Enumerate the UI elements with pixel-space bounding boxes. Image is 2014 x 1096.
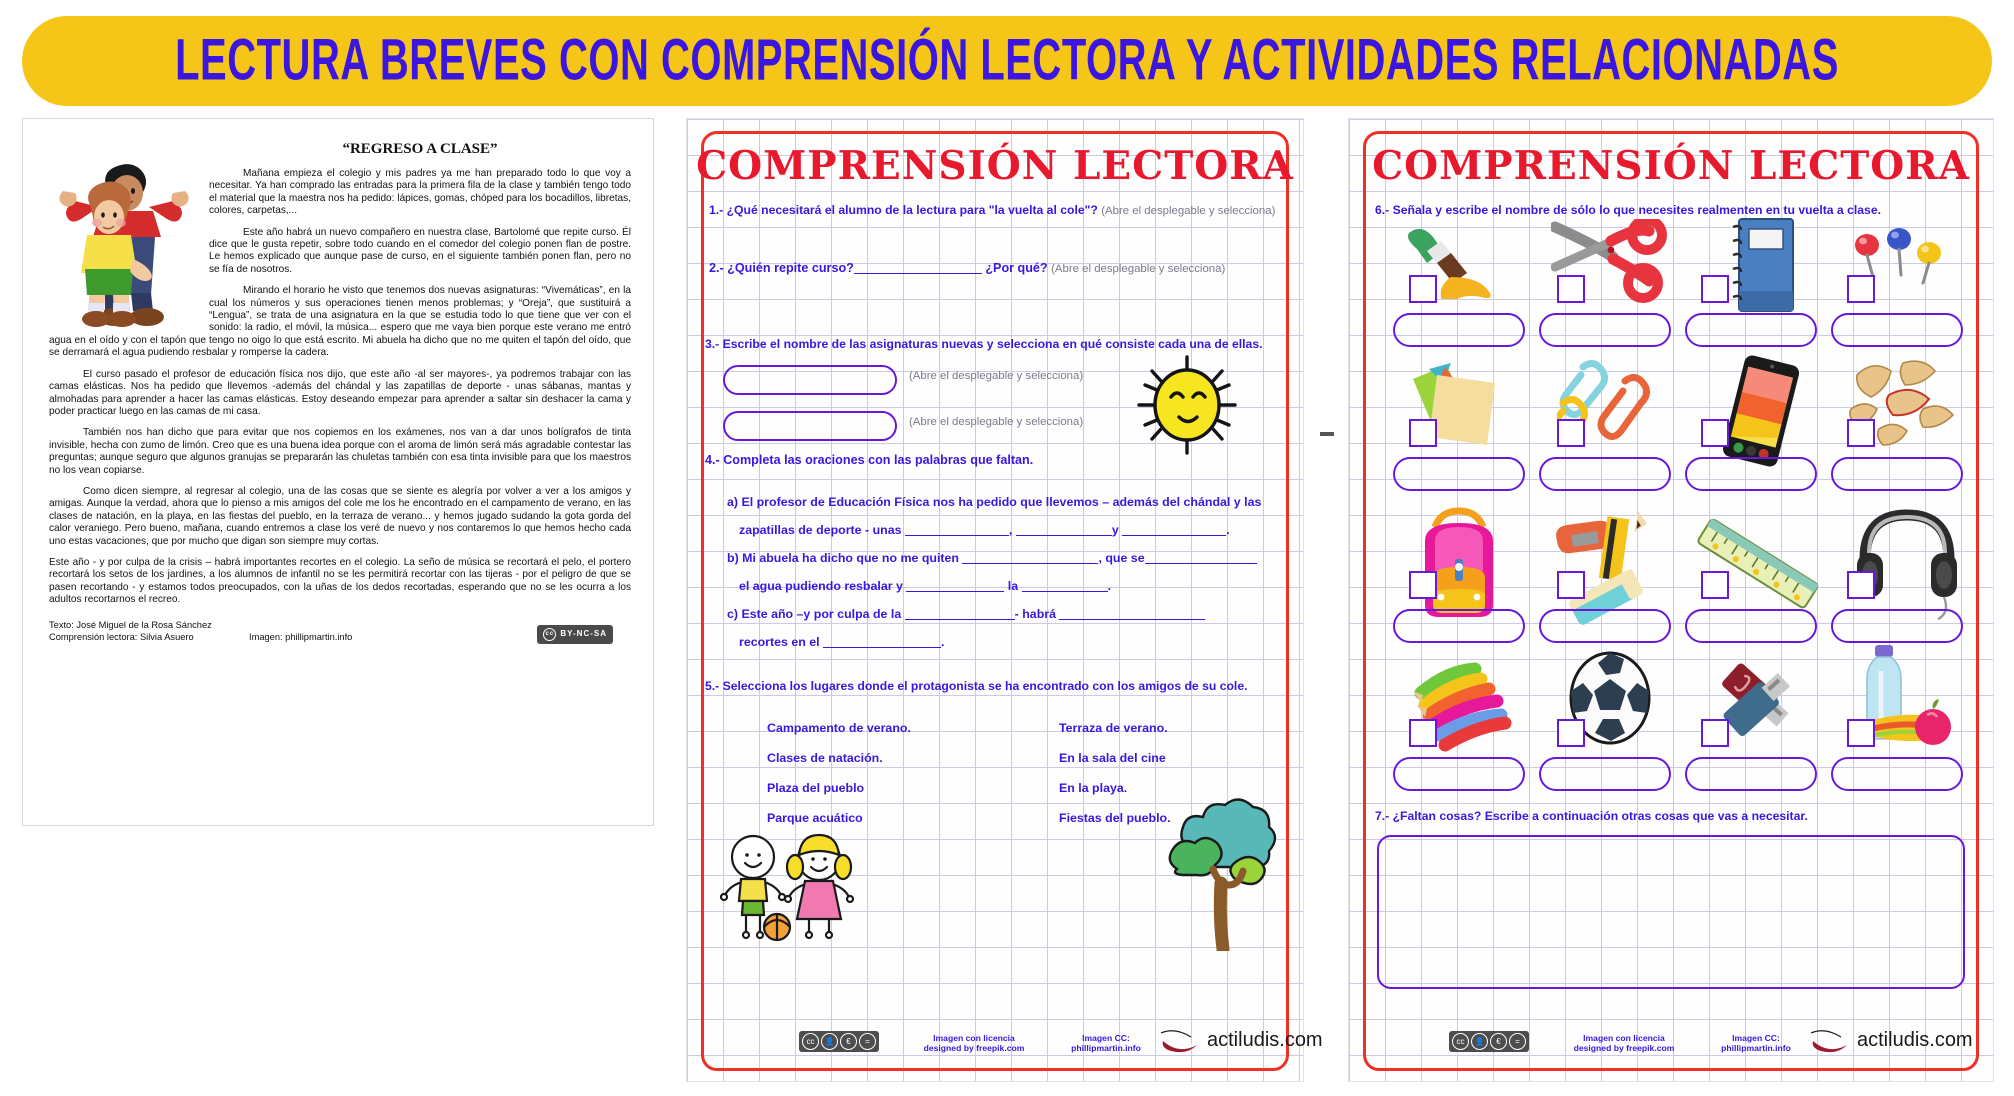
item-name-input[interactable] <box>1393 313 1525 347</box>
cc-icon: cc <box>1452 1033 1469 1050</box>
q4b-mid: , que se <box>1098 551 1145 565</box>
item-checkbox[interactable] <box>1847 719 1875 747</box>
document-credits <box>49 619 631 643</box>
item-checkbox[interactable] <box>1701 419 1729 447</box>
freepik-credit-line-1: Imagen con licencia <box>1583 1033 1665 1043</box>
item-name-input[interactable] <box>1393 757 1525 791</box>
q4a-blank-3[interactable] <box>1122 523 1226 536</box>
document-paragraph: Mirando el horario he visto que tenemos dos nuevas asignaturas: “Vivemáticas”, en la cual los números y sus operaciones tienen menos problemas; y “Oreja”, que sustituirá a “Lengua”, se trata de una asignatura en la que se estudia todo lo que tiene que ver con el sonido: la radio, el móvil, la música... espero que me vaya bien porque este verano me entró agua en el oído y con el tapón que tengo no oigo lo que está escrito. Mi abuela ha dicho que no me quiten el tapón del oído, que se derramará el agua pudiendo resbalar y romperse la cadera. <box>49 285 631 359</box>
q4c-blank-2[interactable] <box>1059 607 1205 620</box>
cc-badge-label: BY-NC-SA <box>560 629 607 639</box>
worksheet-page-one <box>686 118 1323 1082</box>
phillipmartin-credit <box>1051 1033 1161 1053</box>
item-name-input[interactable] <box>1393 609 1525 643</box>
cc-license-strip <box>799 1031 879 1052</box>
item-name-input[interactable] <box>1685 313 1817 347</box>
question-2-why: ¿Por qué? <box>985 261 1048 275</box>
cc-license-strip <box>1449 1031 1529 1052</box>
document-paragraph: También nos han dicho que para evitar que nos copiemos en los exámenes, nos van a dar unos bolígrafos de tinta invisible, hecha con zumo de limón. Creo que es una buena idea porque con el aroma de limón será más agradable contestar las preguntas; aunque seguro que algunos granujas se prepararán las chuletas también con esa tinta invisible para que los maestros no los vean copiarse. <box>49 427 631 476</box>
headphones-icon <box>1855 503 1959 626</box>
q4c-blank-1[interactable] <box>905 607 1015 620</box>
item-name-input[interactable] <box>1831 609 1963 643</box>
creative-commons-badge <box>537 625 613 644</box>
question-3: 3.- Escribe el nombre de las asignaturas nuevas y selecciona en qué consiste cada una de ellas. <box>705 337 1263 351</box>
option-terraza[interactable]: Terraza de verano. <box>1059 721 1168 735</box>
notebook-icon <box>1725 213 1805 322</box>
cc-by-icon: 👤 <box>1471 1033 1488 1050</box>
question-4a-line-2: zapatillas de deporte - unas , y . <box>739 523 1230 537</box>
question-4: 4.- Completa las oraciones con las palabras que faltan. <box>705 453 1034 467</box>
question-2 <box>709 261 1225 275</box>
freepik-credit-line-1: Imagen con licencia <box>933 1033 1015 1043</box>
credit-text-author: Texto: José Miguel de la Rosa Sánchez <box>49 619 212 630</box>
document-paragraph: Mañana empieza el colegio y mis padres ya me han preparado todo lo que voy a necesitar. Ya han comprado las entradas para la primera fila de la clase y también tengo todo el material que la maestra nos ha pedido: lápices, gomas, chóped para los bocadillos, libretas, colores, carpetas,... <box>209 168 631 217</box>
phillipmartin-credit-line-1: Imagen CC: <box>1732 1033 1780 1043</box>
question-5: 5.- Selecciona los lugares donde el protagonista se ha encontrado con los amigos de su cole. <box>705 679 1248 693</box>
item-name-input[interactable] <box>1539 457 1671 491</box>
question-7-answer-box[interactable] <box>1377 835 1965 989</box>
option-cine[interactable]: En la sala del cine <box>1059 751 1166 765</box>
question-1 <box>709 203 1275 217</box>
credit-image-source: Imagen: phillipmartin.info <box>249 631 353 642</box>
question-6: 6.- Señala y escribe el nombre de sólo lo que necesites realmenten en tu vuelta a clase. <box>1375 203 1881 217</box>
option-fiestas[interactable]: Fiestas del pueblo. <box>1059 811 1171 825</box>
question-3-hint-b: (Abre el desplegable y selecciona) <box>909 416 1084 428</box>
q4a-and: y <box>1111 523 1119 537</box>
question-2-hint: (Abre el desplegable y selecciona) <box>1051 263 1226 275</box>
option-plaza[interactable]: Plaza del pueblo <box>767 781 865 795</box>
kids-doodle-illustration <box>717 831 877 948</box>
item-checkbox[interactable] <box>1557 719 1585 747</box>
ruler-icon <box>1689 511 1825 620</box>
page-divider-dash <box>1320 432 1334 436</box>
q4b-blank-4[interactable] <box>1022 579 1108 592</box>
option-campamento[interactable]: Campamento de verano. <box>767 721 911 735</box>
credit-comprehension-author: Comprensión lectora: Silvia Asuero <box>49 631 194 642</box>
item-name-input[interactable] <box>1393 457 1525 491</box>
q4c-mid: - habrá <box>1014 607 1056 621</box>
item-name-input[interactable] <box>1831 757 1963 791</box>
page-title: LECTURA BREVES CON COMPRENSIÓN LECTORA Y ACTIVIDADES RELACIONADAS <box>175 28 1839 93</box>
phillipmartin-credit-line-2: phillipmartin.info <box>1071 1043 1141 1053</box>
q4a-comma: , <box>1008 523 1013 537</box>
sun-icon <box>1127 351 1247 464</box>
question-2-blank[interactable] <box>854 261 982 274</box>
item-name-input[interactable] <box>1831 457 1963 491</box>
item-name-input[interactable] <box>1539 757 1671 791</box>
q4a-pre: zapatillas de deporte - unas <box>739 523 902 537</box>
document-paragraph: Este año habrá un nuevo compañero en nuestra clase, Bartolomé que repite curso. Él dice que le gusta repetir, sobre todo cuando en el comedor del colegio ponen flan de postre. Le hemos explicado que aunque pase de curso, en el siguiente también ponen flan, pero no se fía de nosotros. <box>209 226 631 275</box>
item-checkbox[interactable] <box>1701 275 1729 303</box>
item-name-input[interactable] <box>1685 609 1817 643</box>
subject-input-2[interactable] <box>723 411 897 441</box>
cc-icon: cc <box>543 628 556 641</box>
question-1-text: 1.- ¿Qué necesitará el alumno de la lectura para "la vuelta al cole"? <box>709 203 1098 217</box>
q4b2-mid: la <box>1007 579 1019 593</box>
item-checkbox[interactable] <box>1701 571 1729 599</box>
item-name-input[interactable] <box>1685 457 1817 491</box>
question-4a-line-1: a) El profesor de Educación Física nos ha pedido que llevemos – además del chándal y las <box>727 495 1262 509</box>
item-checkbox[interactable] <box>1409 719 1437 747</box>
item-checkbox[interactable] <box>1847 571 1875 599</box>
q4b-blank-3[interactable] <box>906 579 1004 592</box>
freepik-credit-line-2: designed by freepik.com <box>923 1043 1025 1053</box>
document-paragraph: Este año - y por culpa de la crisis – habrá importantes recortes en el colegio. La seño de música se recortará el pelo, el portero recortará los setos de los jardines, a los alumnos de infantil no se les permitirá recortar con las tijeras - por el peligro de que se pasen recortando - y estamos todos preocupados, con la uñas de los dedos recortadas, esperando que no se les ocurra a los adultos recortarnos el recreo. <box>49 556 631 606</box>
q4b-blank-1[interactable] <box>962 551 1098 564</box>
item-checkbox[interactable] <box>1557 571 1585 599</box>
actiludis-brand[interactable]: actiludis.com <box>1857 1029 1973 1051</box>
cc-icon: cc <box>802 1033 819 1050</box>
freepik-credit-line-2: designed by freepik.com <box>1573 1043 1675 1053</box>
actiludis-brand[interactable]: actiludis.com <box>1207 1029 1323 1051</box>
q4c2-pre: recortes en el <box>739 635 820 649</box>
q4b-blank-2[interactable] <box>1145 551 1257 564</box>
worksheet-page-two <box>1348 118 1994 1082</box>
cc-by-icon: 👤 <box>821 1033 838 1050</box>
actiludis-logo-icon <box>1159 1027 1207 1057</box>
option-parque[interactable]: Parque acuático <box>767 811 863 825</box>
phillipmartin-credit-line-1: Imagen CC: <box>1082 1033 1130 1043</box>
q4b2-pre: el agua pudiendo resbalar y <box>739 579 903 593</box>
item-checkbox[interactable] <box>1409 275 1437 303</box>
item-checkbox[interactable] <box>1409 571 1437 599</box>
item-checkbox[interactable] <box>1557 275 1585 303</box>
freepik-credit <box>899 1033 1049 1053</box>
document-title: “REGRESO A CLASE” <box>342 141 498 157</box>
question-1-hint: (Abre el desplegable y selecciona) <box>1101 205 1276 217</box>
hugging-friends-illustration <box>49 141 199 331</box>
reading-document-page <box>22 118 654 826</box>
worksheet-footer <box>687 1023 1323 1063</box>
q4b-pre: b) Mi abuela ha dicho que no me quiten <box>727 551 959 565</box>
smartphone-icon <box>1717 355 1805 472</box>
item-name-input[interactable] <box>1831 313 1963 347</box>
q4c-pre: c) Este año –y por culpa de la <box>727 607 902 621</box>
item-name-input[interactable] <box>1539 313 1671 347</box>
worksheet-title: COMPRENSIÓN LECTORA <box>1372 143 1970 189</box>
item-checkbox[interactable] <box>1847 275 1875 303</box>
tree-icon <box>1163 791 1283 956</box>
question-7: 7.- ¿Faltan cosas? Escribe a continuación otras cosas que vas a necesitar. <box>1375 809 1808 823</box>
option-playa[interactable]: En la playa. <box>1059 781 1128 795</box>
document-paragraph: El curso pasado el profesor de educación física nos dijo, que este año -al ser mayores-, ya podremos trabajar con las camas elásticas. Nos ha pedido que llevemos -además del chándal y las zapatillas de deporte - unas sábanas, mantas y almohadas para aprender a hacer las camas elásticas. Estoy deseando empezar para aprender a saltar sin deshacer la cama y poder practicar luego en las camas de mi casa. <box>49 368 631 417</box>
cc-sa-icon: = <box>1509 1033 1526 1050</box>
q4a-blank-2[interactable] <box>1016 523 1112 536</box>
phillipmartin-credit-line-2: phillipmartin.info <box>1721 1043 1791 1053</box>
item-checkbox[interactable] <box>1409 419 1437 447</box>
q4a-blank-1[interactable] <box>905 523 1009 536</box>
cc-nc-icon: € <box>1490 1033 1507 1050</box>
item-name-input[interactable] <box>1685 757 1817 791</box>
question-3-hint-a: (Abre el desplegable y selecciona) <box>909 370 1084 382</box>
question-4b-line-2: el agua pudiendo resbalar y la . <box>739 579 1112 593</box>
document-paragraph: Como dicen siempre, al regresar al colegio, una de las cosas que se siente es alegría por volver a ver a los amigos y amigas. Aunque la verdad, ahora que lo pienso a mis amigos del cole me los he encontrado en el campamento de verano, en las clases de natación, en la playa, en las fiestas del pueblo, en la terraza de verano... y hemos jugado sudando la gota gorda del calor veraniego. Pero bueno, mañana, cuando entremos a clase los veré de nuevo y nos contaremos lo que hemos hecho cada uno estas vacaciones, que por mucho que digan son siempre muy cortas. <box>49 485 631 547</box>
item-checkbox[interactable] <box>1701 719 1729 747</box>
phillipmartin-credit <box>1701 1033 1811 1053</box>
question-2-text: 2.- ¿Quién repite curso? <box>709 261 854 275</box>
worksheet-title: COMPRENSIÓN LECTORA <box>696 143 1294 189</box>
worksheet-footer <box>1349 1023 1993 1063</box>
freepik-credit <box>1549 1033 1699 1053</box>
actiludis-logo-icon <box>1809 1027 1857 1057</box>
option-natacion[interactable]: Clases de natación. <box>767 751 883 765</box>
page-banner <box>22 16 1992 106</box>
cc-nc-icon: € <box>840 1033 857 1050</box>
item-name-input[interactable] <box>1539 609 1671 643</box>
question-4b-line-1 <box>727 551 1257 565</box>
item-checkbox[interactable] <box>1557 419 1585 447</box>
subject-input-1[interactable] <box>723 365 897 395</box>
question-4c-line-1 <box>727 607 1205 621</box>
cc-sa-icon: = <box>859 1033 876 1050</box>
q4c-blank-3[interactable] <box>823 635 941 648</box>
question-4c-line-2: recortes en el . <box>739 635 945 649</box>
item-checkbox[interactable] <box>1847 419 1875 447</box>
